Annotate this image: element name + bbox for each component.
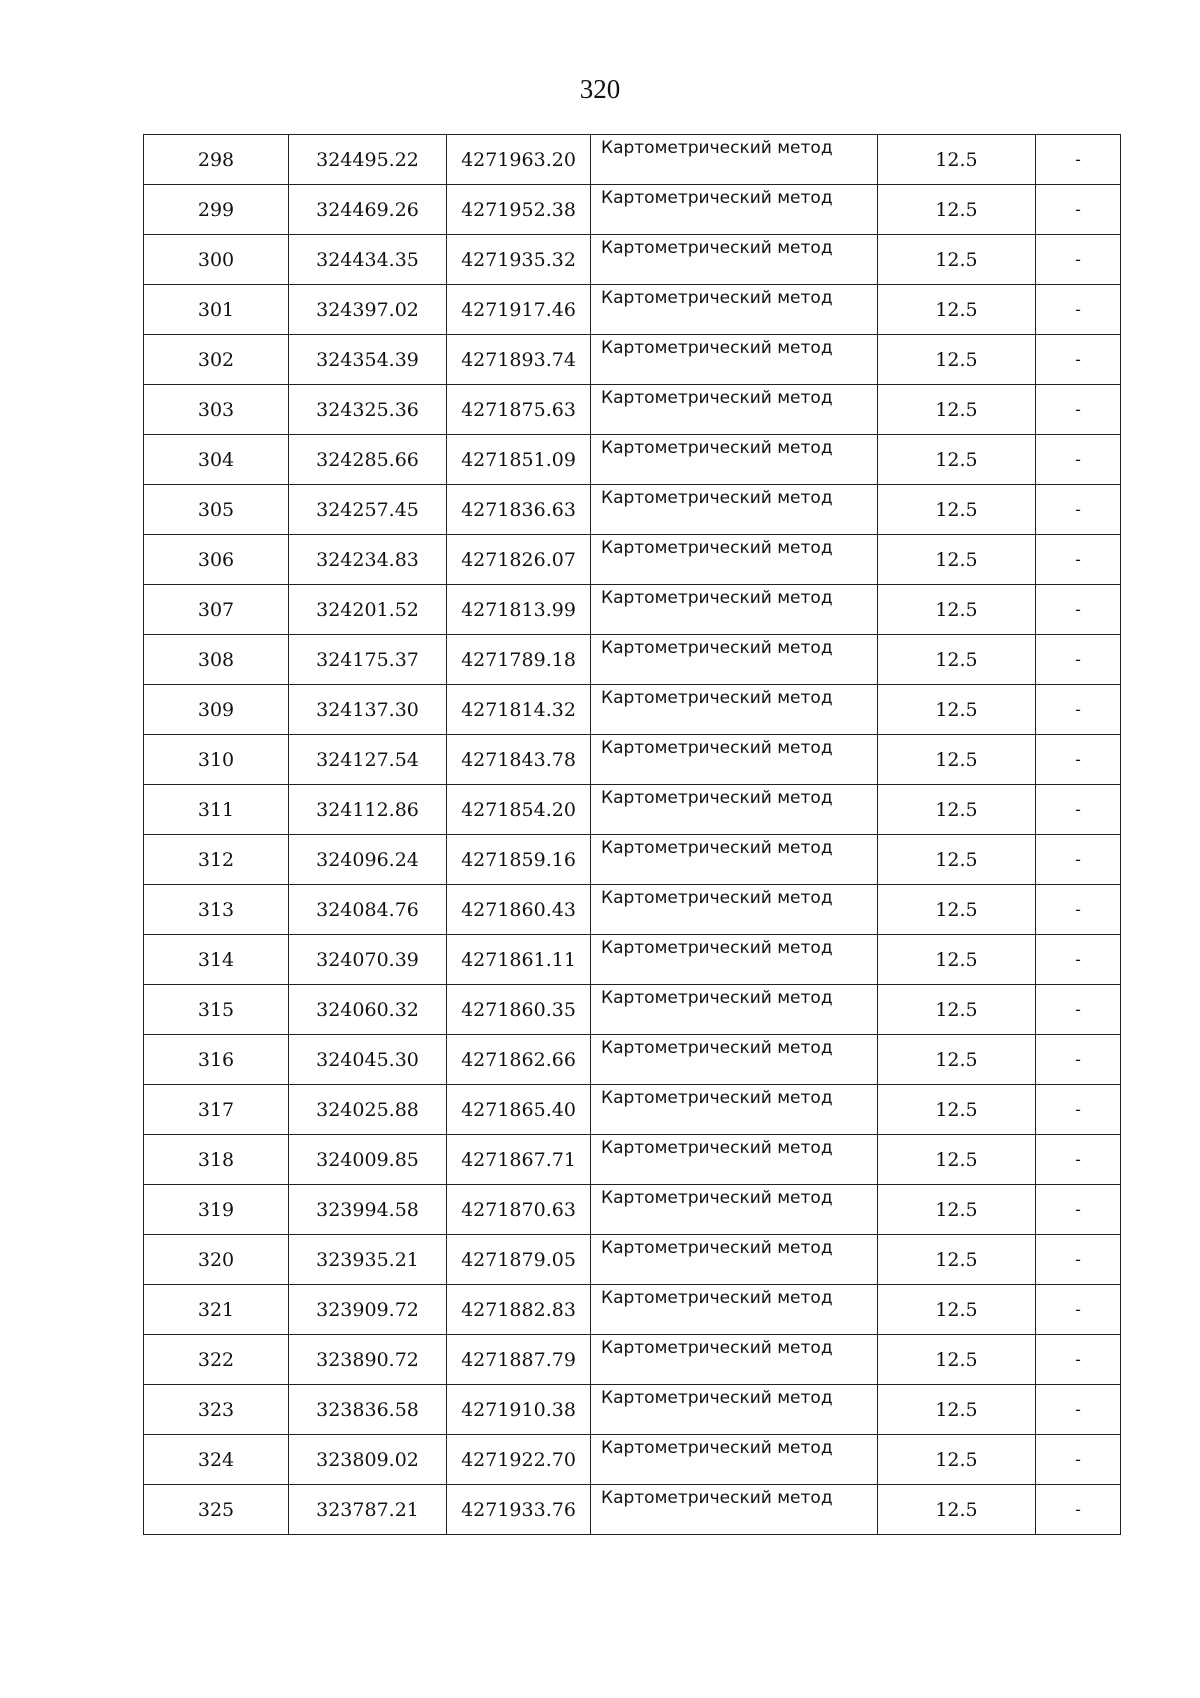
method-cell: Картометрический метод <box>591 935 878 985</box>
point-number-cell: 302 <box>144 335 289 385</box>
accuracy-cell: 12.5 <box>878 585 1036 635</box>
y-coordinate-cell: 4271861.11 <box>447 935 591 985</box>
x-coordinate-cell: 323836.58 <box>289 1385 447 1435</box>
method-cell: Картометрический метод <box>591 285 878 335</box>
point-number-cell: 298 <box>144 135 289 185</box>
table-row <box>144 685 1121 735</box>
note-cell: - <box>1036 285 1121 335</box>
accuracy-cell: 12.5 <box>878 535 1036 585</box>
accuracy-cell: 12.5 <box>878 735 1036 785</box>
table-row <box>144 485 1121 535</box>
point-number-cell: 319 <box>144 1185 289 1235</box>
accuracy-cell: 12.5 <box>878 1335 1036 1385</box>
x-coordinate-cell: 324285.66 <box>289 435 447 485</box>
note-cell: - <box>1036 1335 1121 1385</box>
method-cell: Картометрический метод <box>591 1485 878 1535</box>
method-cell: Картометрический метод <box>591 635 878 685</box>
y-coordinate-cell: 4271814.32 <box>447 685 591 735</box>
note-cell: - <box>1036 435 1121 485</box>
method-cell: Картометрический метод <box>591 1335 878 1385</box>
table-row <box>144 635 1121 685</box>
accuracy-cell: 12.5 <box>878 385 1036 435</box>
table-row <box>144 1285 1121 1335</box>
y-coordinate-cell: 4271922.70 <box>447 1435 591 1485</box>
y-coordinate-cell: 4271859.16 <box>447 835 591 885</box>
method-cell: Картометрический метод <box>591 1235 878 1285</box>
point-number-cell: 325 <box>144 1485 289 1535</box>
accuracy-cell: 12.5 <box>878 985 1036 1035</box>
page-number: 320 <box>579 74 621 104</box>
point-number-cell: 317 <box>144 1085 289 1135</box>
coordinates-table-body <box>144 135 1121 1535</box>
method-cell: Картометрический метод <box>591 385 878 435</box>
note-cell: - <box>1036 885 1121 935</box>
y-coordinate-cell: 4271879.05 <box>447 1235 591 1285</box>
x-coordinate-cell: 324137.30 <box>289 685 447 735</box>
y-coordinate-cell: 4271860.43 <box>447 885 591 935</box>
y-coordinate-cell: 4271865.40 <box>447 1085 591 1135</box>
accuracy-cell: 12.5 <box>878 435 1036 485</box>
table-row <box>144 235 1121 285</box>
method-cell: Картометрический метод <box>591 335 878 385</box>
y-coordinate-cell: 4271910.38 <box>447 1385 591 1435</box>
method-cell: Картометрический метод <box>591 735 878 785</box>
note-cell: - <box>1036 1385 1121 1435</box>
note-cell: - <box>1036 335 1121 385</box>
method-cell: Картометрический метод <box>591 1085 878 1135</box>
x-coordinate-cell: 324495.22 <box>289 135 447 185</box>
method-cell: Картометрический метод <box>591 835 878 885</box>
point-number-cell: 303 <box>144 385 289 435</box>
accuracy-cell: 12.5 <box>878 935 1036 985</box>
method-cell: Картометрический метод <box>591 485 878 535</box>
note-cell: - <box>1036 985 1121 1035</box>
accuracy-cell: 12.5 <box>878 1285 1036 1335</box>
note-cell: - <box>1036 235 1121 285</box>
method-cell: Картометрический метод <box>591 985 878 1035</box>
note-cell: - <box>1036 1085 1121 1135</box>
accuracy-cell: 12.5 <box>878 485 1036 535</box>
x-coordinate-cell: 324325.36 <box>289 385 447 435</box>
table-row <box>144 1035 1121 1085</box>
method-cell: Картометрический метод <box>591 1135 878 1185</box>
y-coordinate-cell: 4271887.79 <box>447 1335 591 1385</box>
x-coordinate-cell: 324096.24 <box>289 835 447 885</box>
y-coordinate-cell: 4271836.63 <box>447 485 591 535</box>
table-row <box>144 1485 1121 1535</box>
note-cell: - <box>1036 835 1121 885</box>
accuracy-cell: 12.5 <box>878 335 1036 385</box>
table-row <box>144 135 1121 185</box>
table-row <box>144 1135 1121 1185</box>
y-coordinate-cell: 4271854.20 <box>447 785 591 835</box>
note-cell: - <box>1036 1235 1121 1285</box>
accuracy-cell: 12.5 <box>878 835 1036 885</box>
note-cell: - <box>1036 1135 1121 1185</box>
method-cell: Картометрический метод <box>591 585 878 635</box>
table-row <box>144 985 1121 1035</box>
y-coordinate-cell: 4271789.18 <box>447 635 591 685</box>
method-cell: Картометрический метод <box>591 435 878 485</box>
accuracy-cell: 12.5 <box>878 1385 1036 1435</box>
x-coordinate-cell: 323935.21 <box>289 1235 447 1285</box>
x-coordinate-cell: 324084.76 <box>289 885 447 935</box>
point-number-cell: 315 <box>144 985 289 1035</box>
x-coordinate-cell: 323994.58 <box>289 1185 447 1235</box>
y-coordinate-cell: 4271933.76 <box>447 1485 591 1535</box>
x-coordinate-cell: 323787.21 <box>289 1485 447 1535</box>
method-cell: Картометрический метод <box>591 785 878 835</box>
accuracy-cell: 12.5 <box>878 235 1036 285</box>
method-cell: Картометрический метод <box>591 135 878 185</box>
method-cell: Картометрический метод <box>591 885 878 935</box>
table-row <box>144 885 1121 935</box>
note-cell: - <box>1036 1435 1121 1485</box>
method-cell: Картометрический метод <box>591 1435 878 1485</box>
y-coordinate-cell: 4271867.71 <box>447 1135 591 1185</box>
accuracy-cell: 12.5 <box>878 1185 1036 1235</box>
point-number-cell: 310 <box>144 735 289 785</box>
table-row <box>144 935 1121 985</box>
x-coordinate-cell: 323890.72 <box>289 1335 447 1385</box>
accuracy-cell: 12.5 <box>878 1085 1036 1135</box>
point-number-cell: 309 <box>144 685 289 735</box>
method-cell: Картометрический метод <box>591 535 878 585</box>
accuracy-cell: 12.5 <box>878 185 1036 235</box>
y-coordinate-cell: 4271882.83 <box>447 1285 591 1335</box>
table-row <box>144 435 1121 485</box>
accuracy-cell: 12.5 <box>878 1135 1036 1185</box>
x-coordinate-cell: 324009.85 <box>289 1135 447 1185</box>
x-coordinate-cell: 324397.02 <box>289 285 447 335</box>
point-number-cell: 300 <box>144 235 289 285</box>
accuracy-cell: 12.5 <box>878 635 1036 685</box>
note-cell: - <box>1036 935 1121 985</box>
note-cell: - <box>1036 1185 1121 1235</box>
table-row <box>144 1335 1121 1385</box>
note-cell: - <box>1036 685 1121 735</box>
accuracy-cell: 12.5 <box>878 285 1036 335</box>
accuracy-cell: 12.5 <box>878 785 1036 835</box>
accuracy-cell: 12.5 <box>878 135 1036 185</box>
table-row <box>144 1385 1121 1435</box>
method-cell: Картометрический метод <box>591 1185 878 1235</box>
table-row <box>144 535 1121 585</box>
table-row <box>144 835 1121 885</box>
y-coordinate-cell: 4271843.78 <box>447 735 591 785</box>
accuracy-cell: 12.5 <box>878 1235 1036 1285</box>
point-number-cell: 314 <box>144 935 289 985</box>
x-coordinate-cell: 324434.35 <box>289 235 447 285</box>
y-coordinate-cell: 4271870.63 <box>447 1185 591 1235</box>
y-coordinate-cell: 4271952.38 <box>447 185 591 235</box>
x-coordinate-cell: 324112.86 <box>289 785 447 835</box>
x-coordinate-cell: 324025.88 <box>289 1085 447 1135</box>
x-coordinate-cell: 324045.30 <box>289 1035 447 1085</box>
note-cell: - <box>1036 635 1121 685</box>
point-number-cell: 324 <box>144 1435 289 1485</box>
accuracy-cell: 12.5 <box>878 685 1036 735</box>
x-coordinate-cell: 324354.39 <box>289 335 447 385</box>
method-cell: Картометрический метод <box>591 185 878 235</box>
point-number-cell: 312 <box>144 835 289 885</box>
accuracy-cell: 12.5 <box>878 885 1036 935</box>
point-number-cell: 299 <box>144 185 289 235</box>
y-coordinate-cell: 4271862.66 <box>447 1035 591 1085</box>
table-row <box>144 1185 1121 1235</box>
point-number-cell: 323 <box>144 1385 289 1435</box>
method-cell: Картометрический метод <box>591 685 878 735</box>
accuracy-cell: 12.5 <box>878 1435 1036 1485</box>
accuracy-cell: 12.5 <box>878 1485 1036 1535</box>
x-coordinate-cell: 324175.37 <box>289 635 447 685</box>
y-coordinate-cell: 4271813.99 <box>447 585 591 635</box>
table-row <box>144 1435 1121 1485</box>
table-row <box>144 585 1121 635</box>
point-number-cell: 307 <box>144 585 289 635</box>
note-cell: - <box>1036 1035 1121 1085</box>
table-row <box>144 1235 1121 1285</box>
table-row <box>144 785 1121 835</box>
coordinates-table <box>143 134 1121 1535</box>
y-coordinate-cell: 4271851.09 <box>447 435 591 485</box>
table-row <box>144 1085 1121 1135</box>
point-number-cell: 304 <box>144 435 289 485</box>
note-cell: - <box>1036 735 1121 785</box>
table-row <box>144 735 1121 785</box>
table-row <box>144 185 1121 235</box>
x-coordinate-cell: 323909.72 <box>289 1285 447 1335</box>
y-coordinate-cell: 4271963.20 <box>447 135 591 185</box>
y-coordinate-cell: 4271875.63 <box>447 385 591 435</box>
point-number-cell: 308 <box>144 635 289 685</box>
table-row <box>144 335 1121 385</box>
point-number-cell: 320 <box>144 1235 289 1285</box>
note-cell: - <box>1036 1485 1121 1535</box>
y-coordinate-cell: 4271860.35 <box>447 985 591 1035</box>
y-coordinate-cell: 4271893.74 <box>447 335 591 385</box>
table-row <box>144 385 1121 435</box>
x-coordinate-cell: 324469.26 <box>289 185 447 235</box>
table-row <box>144 285 1121 335</box>
note-cell: - <box>1036 385 1121 435</box>
point-number-cell: 301 <box>144 285 289 335</box>
x-coordinate-cell: 324070.39 <box>289 935 447 985</box>
x-coordinate-cell: 324060.32 <box>289 985 447 1035</box>
note-cell: - <box>1036 535 1121 585</box>
y-coordinate-cell: 4271935.32 <box>447 235 591 285</box>
x-coordinate-cell: 323809.02 <box>289 1435 447 1485</box>
method-cell: Картометрический метод <box>591 1285 878 1335</box>
point-number-cell: 313 <box>144 885 289 935</box>
y-coordinate-cell: 4271917.46 <box>447 285 591 335</box>
point-number-cell: 316 <box>144 1035 289 1085</box>
note-cell: - <box>1036 785 1121 835</box>
y-coordinate-cell: 4271826.07 <box>447 535 591 585</box>
note-cell: - <box>1036 485 1121 535</box>
accuracy-cell: 12.5 <box>878 1035 1036 1085</box>
point-number-cell: 305 <box>144 485 289 535</box>
point-number-cell: 318 <box>144 1135 289 1185</box>
x-coordinate-cell: 324257.45 <box>289 485 447 535</box>
point-number-cell: 306 <box>144 535 289 585</box>
method-cell: Картометрический метод <box>591 1035 878 1085</box>
note-cell: - <box>1036 585 1121 635</box>
note-cell: - <box>1036 185 1121 235</box>
point-number-cell: 322 <box>144 1335 289 1385</box>
point-number-cell: 321 <box>144 1285 289 1335</box>
method-cell: Картометрический метод <box>591 1385 878 1435</box>
x-coordinate-cell: 324127.54 <box>289 735 447 785</box>
note-cell: - <box>1036 1285 1121 1335</box>
x-coordinate-cell: 324234.83 <box>289 535 447 585</box>
point-number-cell: 311 <box>144 785 289 835</box>
note-cell: - <box>1036 135 1121 185</box>
method-cell: Картометрический метод <box>591 235 878 285</box>
x-coordinate-cell: 324201.52 <box>289 585 447 635</box>
